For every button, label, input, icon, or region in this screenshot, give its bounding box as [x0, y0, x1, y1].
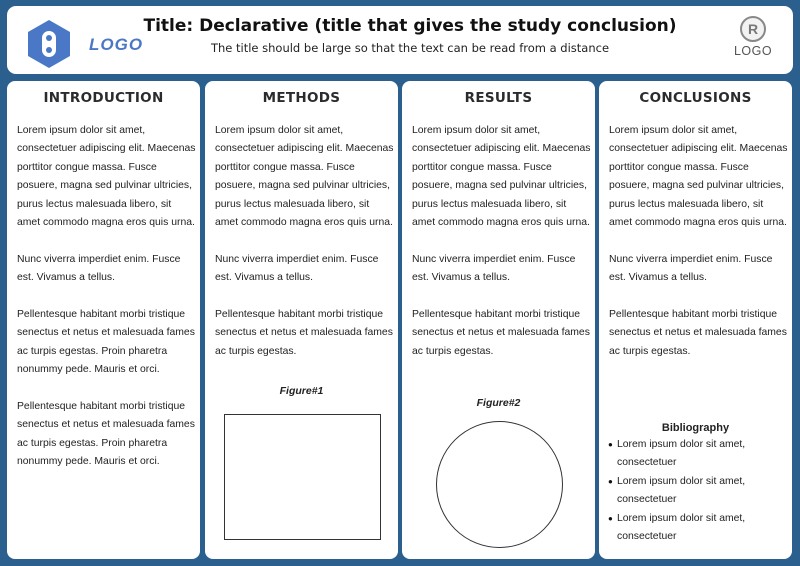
introduction-paragraph: Pellentesque habitant morbi tristique senectus et netus et malesuada fames ac turpis egestas. Proin pharetra nonummy pede. Mauris et orci.: [17, 309, 195, 376]
conclusions-paragraph: Pellentesque habitant morbi tristique senectus et netus et malesuada fames ac turpis egestas.: [609, 309, 787, 357]
results-body: [412, 122, 592, 380]
bibliography-item: ● Lorem ipsum dolor sit amet, consectetuer: [608, 473, 788, 510]
introduction-paragraph: Nunc viverra imperdiet enim. Fusce est. Vivamus a tellus.: [17, 253, 181, 284]
figure-2-placeholder: [436, 421, 563, 548]
introduction-body: [17, 122, 197, 490]
figure-1-label: Figure#1: [279, 385, 324, 397]
conclusions-paragraph: Lorem ipsum dolor sit amet, consectetuer adipiscing elit. Maecenas porttitor congue massa. Fusce posuere, magna sed pulvinar ultricies, purus lectus malesuada libero, sit amet commodo magna eros quis urna.: [609, 125, 788, 229]
figure-2-label: Figure#2: [476, 397, 521, 409]
registered-logo-text: LOGO: [733, 44, 773, 58]
introduction-paragraph: Pellentesque habitant morbi tristique senectus et netus et malesuada fames ac turpis egestas. Proin pharetra nonummy pede. Mauris et orci.: [17, 401, 195, 468]
methods-paragraph: Nunc viverra imperdiet enim. Fusce est. Vivamus a tellus.: [215, 253, 379, 284]
bibliography-list: [608, 436, 788, 546]
poster-header: [7, 6, 793, 74]
results-panel: [402, 81, 595, 559]
conclusions-panel: [599, 81, 792, 559]
logo-text: LOGO: [89, 35, 144, 54]
conclusions-paragraph: Nunc viverra imperdiet enim. Fusce est. Vivamus a tellus.: [609, 253, 773, 284]
bibliography-item: ● Lorem ipsum dolor sit amet, consectetuer: [608, 436, 788, 473]
registered-logo: [731, 16, 775, 68]
results-paragraph: Pellentesque habitant morbi tristique senectus et netus et malesuada fames ac turpis egestas.: [412, 309, 590, 357]
figure-1-placeholder: [224, 414, 381, 540]
introduction-heading: INTRODUCTION: [43, 90, 164, 106]
methods-panel: [205, 81, 398, 559]
introduction-panel: [7, 81, 200, 559]
results-heading: RESULTS: [464, 90, 533, 106]
bibliography-item: ● Lorem ipsum dolor sit amet, consectetuer: [608, 510, 788, 547]
results-paragraph: Nunc viverra imperdiet enim. Fusce est. Vivamus a tellus.: [412, 253, 576, 284]
results-paragraph: Lorem ipsum dolor sit amet, consectetuer adipiscing elit. Maecenas porttitor congue massa. Fusce posuere, magna sed pulvinar ultricies, purus lectus malesuada libero, sit amet commodo magna eros quis urna.: [412, 125, 591, 229]
bibliography-heading: Bibliography: [661, 422, 730, 434]
poster-subtitle: The title should be large so that the text can be read from a distance: [210, 41, 610, 55]
conclusions-body: [609, 122, 789, 380]
methods-paragraph: Lorem ipsum dolor sit amet, consectetuer adipiscing elit. Maecenas porttitor congue massa. Fusce posuere, magna sed pulvinar ultricies, purus lectus malesuada libero, sit amet commodo magna eros quis urna.: [215, 125, 394, 229]
registered-mark-icon: R: [740, 16, 766, 42]
poster-title: Title: Declarative (title that gives the study conclusion): [143, 16, 677, 36]
conclusions-heading: CONCLUSIONS: [639, 90, 752, 106]
introduction-paragraph: Lorem ipsum dolor sit amet, consectetuer adipiscing elit. Maecenas porttitor congue massa. Fusce posuere, magna sed pulvinar ultricies, purus lectus malesuada libero, sit amet commodo magna eros quis urna.: [17, 125, 196, 229]
methods-body: [215, 122, 395, 380]
methods-paragraph: Pellentesque habitant morbi tristique senectus et netus et malesuada fames ac turpis egestas.: [215, 309, 393, 357]
methods-heading: METHODS: [262, 90, 341, 106]
